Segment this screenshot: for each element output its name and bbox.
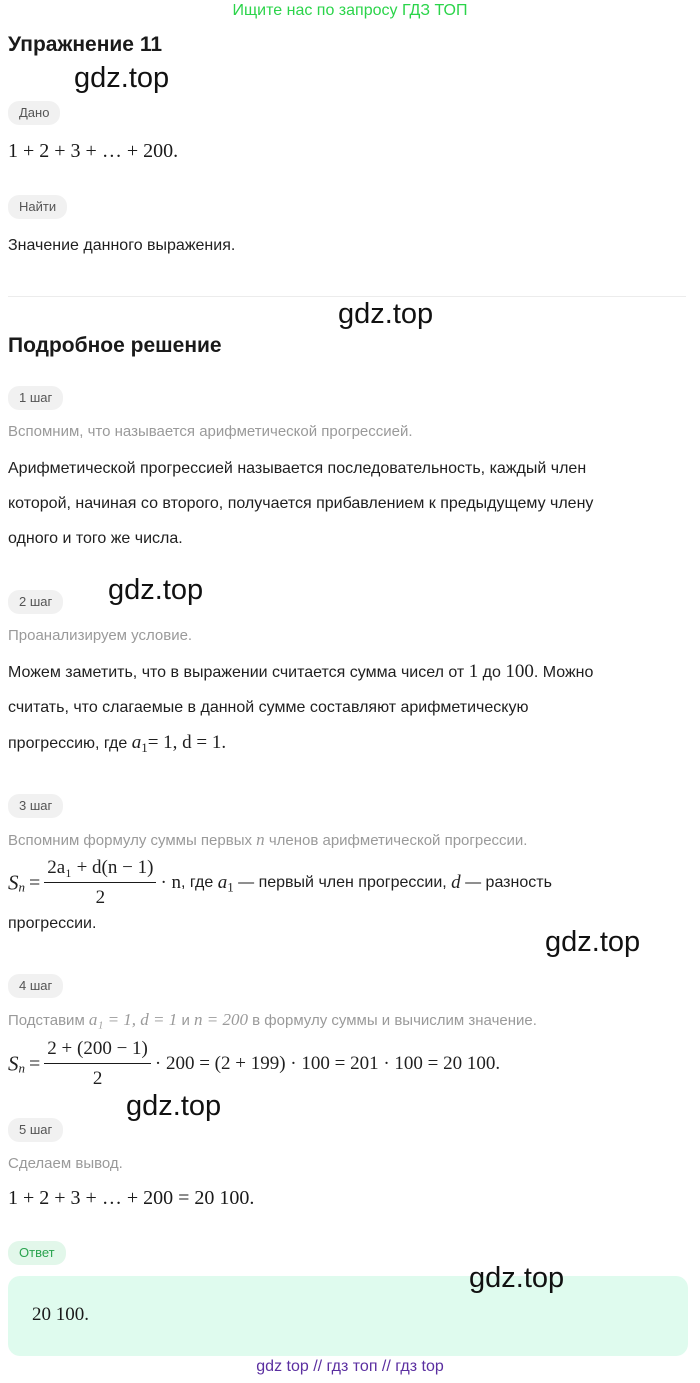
step-2-text: [8, 654, 698, 765]
fraction-numerator: 2 + (200 − 1): [44, 1038, 151, 1064]
step-4-hint: [8, 1010, 537, 1030]
fraction: [44, 857, 156, 909]
math-expr: · n: [160, 872, 182, 893]
math-n: n: [256, 830, 265, 849]
footer-links[interactable]: gdz top // гдз топ // гдз top: [256, 1358, 444, 1375]
fraction-numerator: 2a₁ + d(n − 1): [44, 857, 156, 883]
step-1-text: [8, 451, 698, 556]
math-subscript: n: [18, 879, 25, 895]
step-4-label: 4 шаг: [8, 974, 63, 998]
math-expr: = 1, d = 1.: [147, 732, 227, 753]
text-span: и: [177, 1012, 194, 1029]
watermark: gdz.top: [545, 926, 641, 958]
math-number: 100: [505, 661, 534, 682]
find-label: Найти: [8, 195, 67, 219]
step-3-hint: [8, 830, 527, 850]
section-divider: [8, 296, 686, 297]
given-badge: [8, 101, 60, 125]
text-span: — разность: [460, 874, 552, 891]
step-2-badge: [8, 590, 63, 614]
given-expression: 1 + 2 + 3 + … + 200.: [8, 140, 179, 162]
math-subscript: 1: [141, 740, 148, 756]
text-span: до: [478, 664, 506, 681]
math-subscript: 1: [227, 879, 234, 895]
watermark: gdz.top: [108, 574, 204, 606]
text-span: — первый член прогрессии,: [233, 874, 452, 891]
step-5-label: 5 шаг: [8, 1118, 63, 1142]
math-subscript: n: [18, 1060, 25, 1076]
fraction: [44, 1038, 151, 1090]
step-1-line: которой, начиная со второго, получается прибавлением к предыдущему члену: [8, 495, 594, 512]
answer-badge: [8, 1241, 66, 1265]
solution-title: Подробное решение: [8, 334, 222, 357]
step-1-hint: Вспомним, что называется арифметической прогрессией.: [8, 423, 413, 440]
math-a: a: [131, 732, 142, 753]
math-expr: a₁ = 1, d = 1: [88, 1010, 178, 1029]
step-1-line: одного и того же числа.: [8, 530, 183, 547]
text-span: Можем заметить, что в выражении считается сумма чисел от: [8, 664, 469, 681]
top-banner[interactable]: Ищите нас по запросу ГДЗ ТОП: [232, 2, 468, 19]
watermark: gdz.top: [126, 1090, 222, 1122]
step-3-formula-line: [8, 857, 698, 909]
answer-value: 20 100.: [32, 1304, 89, 1325]
step-1-badge: [8, 386, 63, 410]
step-2-line: [8, 725, 698, 765]
step-1-label: 1 шаг: [8, 386, 63, 410]
fraction-denominator: 2: [95, 887, 106, 908]
watermark: gdz.top: [469, 1262, 565, 1294]
text-span: . Можно: [533, 664, 594, 681]
step-1-line: Арифметической прогрессией называется последовательность, каждый член: [8, 460, 587, 477]
step-2-label: 2 шаг: [8, 590, 63, 614]
math-expr: · 200 = (2 + 199) · 100 = 201 · 100 = 20 100.: [154, 1053, 501, 1074]
step-3-label: 3 шаг: [8, 794, 63, 818]
math-number: 1: [468, 661, 479, 682]
exercise-title: Упражнение 11: [8, 33, 163, 56]
text-span: членов арифметической прогрессии.: [264, 832, 528, 849]
step-4-badge: [8, 974, 63, 998]
math-s: S: [8, 1051, 19, 1076]
math-expr: n = 200: [194, 1010, 248, 1029]
watermark: gdz.top: [74, 62, 170, 94]
text-span: Вспомним формулу суммы первых: [8, 832, 257, 849]
answer-box: [8, 1276, 688, 1356]
answer-label: Ответ: [8, 1241, 66, 1265]
given-label: Дано: [8, 101, 60, 125]
step-4-formula-line: [8, 1038, 698, 1090]
math-a: a: [217, 872, 228, 893]
math-d: d: [451, 872, 461, 893]
math-equals: =: [29, 1052, 41, 1075]
step-5-badge: [8, 1118, 63, 1142]
step-2-hint: Проанализируем условие.: [8, 627, 193, 644]
step-2-line: считать, что слагаемые в данной сумме составляют арифметическую: [8, 699, 529, 716]
math-s: S: [8, 870, 19, 895]
text-span: Подставим: [8, 1012, 89, 1029]
find-text: Значение данного выражения.: [8, 237, 236, 254]
step-3-badge: [8, 794, 63, 818]
step-5-expression: 1 + 2 + 3 + … + 200 = 20 100.: [8, 1187, 255, 1209]
find-badge: [8, 195, 67, 219]
fraction-denominator: 2: [92, 1068, 103, 1089]
text-span: в формулу суммы и вычислим значение.: [247, 1012, 537, 1029]
watermark: gdz.top: [338, 298, 434, 330]
step-3-line2: прогрессии.: [8, 915, 97, 932]
step-5-hint: Сделаем вывод.: [8, 1155, 123, 1172]
text-span: прогрессию, где: [8, 735, 132, 752]
step-2-line: [8, 654, 698, 690]
math-equals: =: [29, 871, 41, 894]
text-span: , где: [181, 874, 218, 891]
